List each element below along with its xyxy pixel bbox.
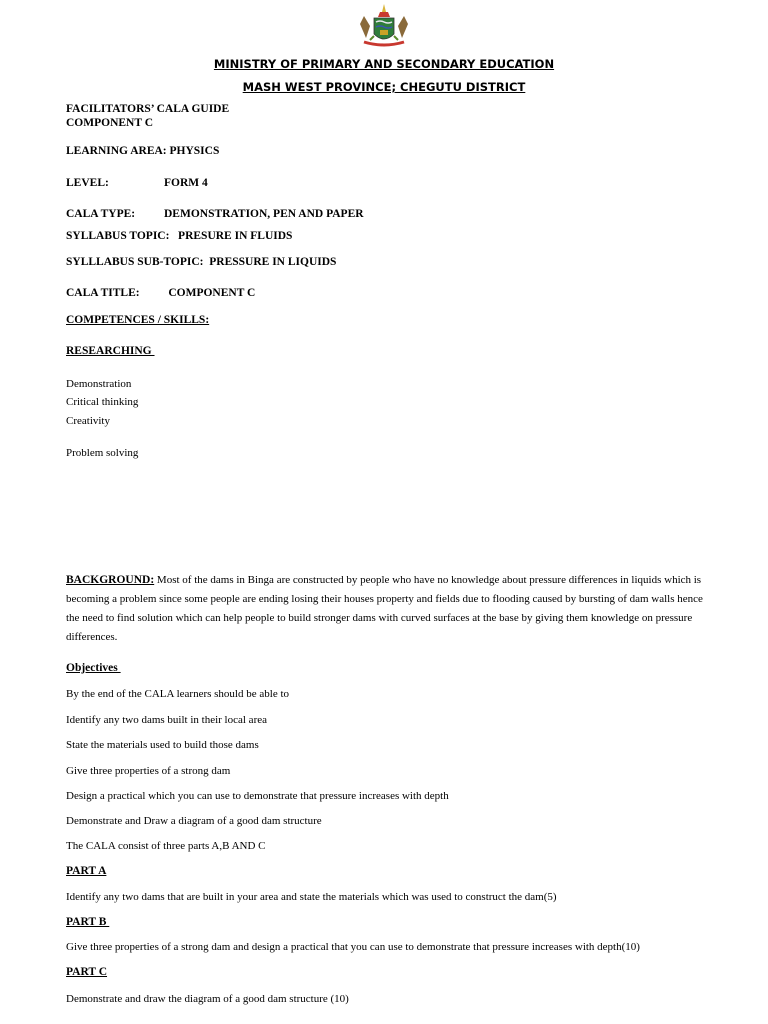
competences-heading: COMPETENCES / SKILLS: bbox=[66, 314, 210, 326]
cala-title: CALA TITLE: COMPONENT C bbox=[66, 287, 256, 299]
cala-type-label: CALA TYPE: bbox=[66, 208, 136, 220]
part-a-text: Identify any two dams that are built in your area and state the materials which was used to construct the dam(5) bbox=[66, 891, 557, 903]
background-text: Most of the dams in Binga are constructed by people who have no knowledge about pressure differences in liquids which is becoming a problem since some people are ending losing their houses property and fields due to flooding caused by bursting of dam walls hence the need to find solution which can help people to build stronger dams with curved surfaces at the base by giving them knowledge on pressure differences. bbox=[66, 574, 703, 643]
level-row bbox=[66, 177, 208, 189]
syllabus-topic: SYLLABUS TOPIC: PRESURE IN FLUIDS bbox=[66, 230, 293, 242]
part-c-text: Demonstrate and draw the diagram of a good dam structure (10) bbox=[66, 993, 349, 1005]
competence-item: Problem solving bbox=[66, 447, 139, 459]
part-c-heading: PART C bbox=[66, 966, 108, 978]
competence-item: Demonstration bbox=[66, 378, 132, 390]
guide-component: COMPONENT C bbox=[66, 117, 153, 129]
learning-area: LEARNING AREA: PHYSICS bbox=[66, 145, 220, 157]
objectives-intro: By the end of the CALA learners should be able to bbox=[66, 688, 290, 700]
objective-item: Demonstrate and Draw a diagram of a good dam structure bbox=[66, 815, 322, 827]
cala-type-value: DEMONSTRATION, PEN AND PAPER bbox=[164, 208, 364, 220]
background-label: BACKGROUND: bbox=[66, 574, 155, 586]
level-value: FORM 4 bbox=[164, 177, 208, 189]
objective-item: Give three properties of a strong dam bbox=[66, 765, 231, 777]
objectives-heading: Objectives bbox=[66, 662, 121, 674]
cala-type-row bbox=[66, 208, 364, 220]
researching-heading: RESEARCHING bbox=[66, 345, 155, 357]
objective-item: Design a practical which you can use to demonstrate that pressure increases with depth bbox=[66, 790, 449, 802]
part-a-heading: PART A bbox=[66, 865, 107, 877]
guide-title: FACILITATORS’ CALA GUIDE bbox=[66, 103, 230, 115]
competence-item: Critical thinking bbox=[66, 396, 139, 408]
background-paragraph bbox=[66, 571, 706, 647]
syllabus-sub-topic: SYLLLABUS SUB-TOPIC: PRESSURE IN LIQUIDS bbox=[66, 256, 337, 268]
coat-of-arms-icon bbox=[352, 2, 416, 48]
parts-intro: The CALA consist of three parts A,B AND C bbox=[66, 840, 266, 852]
ministry-heading: MINISTRY OF PRIMARY AND SECONDARY EDUCATION bbox=[213, 57, 555, 71]
part-b-text: Give three properties of a strong dam and design a practical that you can use to demonstrate that pressure increases with depth(10) bbox=[66, 941, 640, 953]
level-label: LEVEL: bbox=[66, 177, 109, 189]
part-b-heading: PART B bbox=[66, 916, 110, 928]
objective-item: Identify any two dams built in their local area bbox=[66, 714, 267, 726]
competence-item: Creativity bbox=[66, 415, 110, 427]
district-heading: MASH WEST PROVINCE; CHEGUTU DISTRICT bbox=[242, 80, 526, 94]
objective-item: State the materials used to build those dams bbox=[66, 739, 259, 751]
